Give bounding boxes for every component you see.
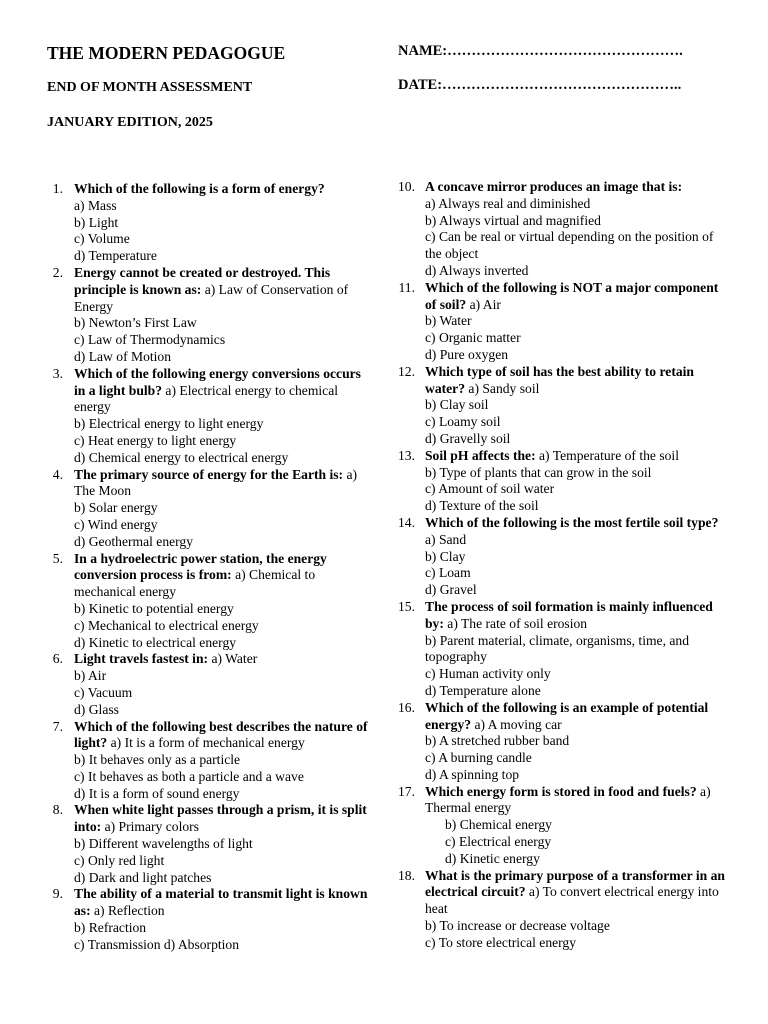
- answer-option: c) Electrical energy: [445, 834, 552, 850]
- question-number: 8.: [52, 802, 63, 818]
- answer-option: b) Clay: [425, 548, 466, 564]
- answer-option: c) Law of Thermodynamics: [74, 332, 226, 348]
- question-item: [45, 651, 375, 718]
- answer-option: c) Vacuum: [74, 684, 133, 700]
- question-number: 1.: [52, 181, 63, 196]
- question-stem: Which energy form is stored in food and fuels?: [425, 783, 697, 799]
- date-field: DATE:…………………………………………..: [398, 77, 682, 93]
- question-stem: Soil pH affects the:: [425, 447, 536, 463]
- question-stem-line: [425, 515, 726, 549]
- answer-option: b) Always virtual and magnified: [425, 212, 601, 228]
- question-item: [45, 886, 375, 953]
- question-list-left: [45, 181, 375, 954]
- answer-option: c) Only red light: [74, 852, 165, 868]
- question-stem: Energy cannot be created or destroyed. This principle is known as:: [74, 264, 331, 297]
- answer-option: a) Mass: [74, 197, 117, 213]
- answer-option: c) Heat energy to light energy: [74, 432, 237, 448]
- answer-option: c) A burning candle: [425, 750, 532, 766]
- answer-option: c) Organic matter: [425, 330, 521, 346]
- question-stem-line: [425, 599, 726, 633]
- answer-option-a: a) It is a form of mechanical energy: [107, 735, 305, 751]
- question-number: 9.: [52, 886, 63, 902]
- answer-option-a: a) Chemical to mechanical energy: [74, 567, 316, 600]
- answer-option: b) Water: [425, 313, 472, 329]
- answer-option: d) Glass: [74, 701, 119, 717]
- question-stem-line: [425, 179, 726, 196]
- answer-option: b) Chemical energy: [445, 817, 552, 833]
- question-stem: Light travels fastest in:: [74, 651, 209, 667]
- answer-option: c) It behaves as both a particle and a wave: [74, 768, 304, 784]
- answer-option: c) Mechanical to electrical energy: [74, 617, 259, 633]
- question-stem-line: [425, 868, 726, 918]
- question-number: 3.: [52, 365, 63, 381]
- answer-option-a: a) Water: [208, 651, 258, 667]
- question-stem-line: [425, 700, 726, 734]
- question-item: [45, 366, 375, 467]
- question-stem-line: [74, 886, 375, 920]
- question-item: [45, 719, 375, 803]
- answer-option: d) Law of Motion: [74, 348, 172, 364]
- answer-option: d) Gravel: [425, 582, 477, 598]
- answer-option: c) Transmission d) Absorption: [74, 936, 240, 952]
- question-stem-line: [425, 448, 726, 465]
- question-number: 16.: [398, 699, 415, 715]
- answer-option-a: a) Law of Conservation of Energy: [74, 281, 349, 314]
- answer-option: d) Geothermal energy: [74, 533, 194, 549]
- question-stem-line: [425, 364, 726, 398]
- answer-option: c) Volume: [74, 231, 130, 247]
- answer-option: d) Gravelly soil: [425, 430, 511, 446]
- question-stem: When white light passes through a prism, it is split into:: [74, 802, 367, 835]
- question-number: 4.: [52, 466, 63, 482]
- answer-option: b) Newton’s First Law: [74, 315, 197, 331]
- question-stem: Which of the following is a form of energy?: [74, 181, 325, 196]
- question-stem: Which type of soil has the best ability to retain water?: [425, 363, 694, 396]
- question-list-right: [396, 179, 726, 952]
- question-number: 11.: [398, 279, 415, 295]
- answer-option: c) Can be real or virtual depending on the position of the object: [425, 229, 714, 262]
- answer-option: c) Wind energy: [74, 516, 158, 532]
- question-stem-line: [425, 280, 726, 314]
- question-stem-line: [74, 467, 375, 501]
- answer-option: b) To increase or decrease voltage: [425, 918, 610, 934]
- name-field: NAME:………………………………………….: [398, 43, 683, 59]
- question-stem: Which of the following is an example of potential energy?: [425, 699, 709, 732]
- answer-option: c) Amount of soil water: [425, 481, 555, 497]
- answer-option: c) Human activity only: [425, 666, 551, 682]
- answer-option: b) Light: [74, 214, 119, 230]
- answer-option: d) Pure oxygen: [425, 346, 509, 362]
- question-item: [45, 181, 375, 265]
- question-item: [396, 448, 726, 515]
- question-item: [396, 599, 726, 700]
- answer-option: b) Clay soil: [425, 397, 489, 413]
- answer-option: b) Different wavelengths of light: [74, 836, 253, 852]
- question-stem: What is the primary purpose of a transformer in an electrical circuit?: [425, 867, 725, 900]
- answer-option: b) Refraction: [74, 920, 147, 936]
- answer-option: d) It is a form of sound energy: [74, 785, 240, 801]
- question-item: [396, 868, 726, 952]
- question-item: [396, 280, 726, 364]
- answer-option-a: a) Temperature of the soil: [535, 447, 679, 463]
- question-item: [45, 802, 375, 886]
- answer-option-a: a) Sandy soil: [465, 380, 540, 396]
- answer-option-a: a) Thermal energy: [425, 783, 711, 816]
- question-stem-line: [74, 651, 375, 668]
- question-item: [45, 467, 375, 551]
- right-column: [396, 179, 726, 952]
- question-item: [396, 179, 726, 280]
- question-number: 6.: [52, 651, 63, 667]
- answer-option: d) Always inverted: [425, 262, 529, 278]
- assessment-subtitle: END OF MONTH ASSESSMENT: [47, 80, 253, 95]
- question-item: [45, 265, 375, 366]
- question-number: 10.: [398, 179, 415, 194]
- question-stem-line: [74, 719, 375, 753]
- question-number: 5.: [52, 550, 63, 566]
- question-stem-line: [425, 784, 726, 818]
- question-number: 17.: [398, 783, 415, 799]
- answer-option: b) Type of plants that can grow in the soil: [425, 464, 652, 480]
- answer-option-a: a) The Moon: [74, 466, 358, 499]
- question-item: [396, 364, 726, 448]
- question-stem: In a hydroelectric power station, the energy conversion process is from:: [74, 550, 327, 583]
- answer-option-a: a) To convert electrical energy into heat: [425, 884, 719, 917]
- answer-option: d) Kinetic to electrical energy: [74, 634, 237, 650]
- answer-option: b) Kinetic to potential energy: [74, 600, 234, 616]
- question-number: 14.: [398, 514, 415, 530]
- answer-option: b) Electrical energy to light energy: [74, 416, 264, 432]
- question-stem: The primary source of energy for the Earth is:: [74, 466, 344, 482]
- question-number: 2.: [52, 264, 63, 280]
- left-column: [45, 181, 375, 954]
- answer-option-a: a) Sand: [425, 531, 467, 547]
- answer-option-a: a) A moving car: [471, 716, 562, 732]
- answer-option: b) Solar energy: [74, 500, 158, 516]
- question-stem: Which of the following best describes the nature of light?: [74, 718, 368, 751]
- question-stem-line: [74, 366, 375, 416]
- question-number: 7.: [52, 718, 63, 734]
- answer-option: d) Chemical energy to electrical energy: [74, 449, 289, 465]
- question-number: 13.: [398, 447, 415, 463]
- question-stem-line: [74, 181, 375, 198]
- answer-option: d) Texture of the soil: [425, 498, 539, 514]
- answer-option: d) A spinning top: [425, 766, 520, 782]
- edition-label: JANUARY EDITION, 2025: [47, 115, 213, 130]
- question-number: 12.: [398, 363, 415, 379]
- question-stem: Which of the following is NOT a major component of soil?: [425, 279, 719, 312]
- question-item: [45, 551, 375, 652]
- question-item: [396, 515, 726, 599]
- document-title: THE MODERN PEDAGOGUE: [47, 43, 286, 63]
- question-stem: Which of the following energy conversions occurs in a light bulb?: [74, 365, 361, 398]
- answer-option: c) Loamy soil: [425, 414, 501, 430]
- answer-option-a: a) Reflection: [90, 903, 165, 919]
- question-item: [396, 700, 726, 784]
- question-item: [396, 784, 726, 868]
- answer-option: c) Loam: [425, 565, 471, 581]
- answer-option: b) Air: [74, 668, 107, 684]
- answer-option: a) Always real and diminished: [425, 195, 591, 211]
- question-stem-line: [74, 265, 375, 315]
- question-stem-line: [74, 802, 375, 836]
- question-number: 15.: [398, 598, 415, 614]
- answer-option-a: a) Electrical energy to chemical energy: [74, 382, 339, 415]
- question-number: 18.: [398, 867, 415, 883]
- question-stem: A concave mirror produces an image that is:: [425, 179, 683, 194]
- answer-option-a: a) Air: [466, 296, 501, 312]
- answer-option-a: a) The rate of soil erosion: [443, 615, 588, 631]
- question-stem: The process of soil formation is mainly influenced by:: [425, 598, 713, 631]
- question-stem: Which of the following is the most fertile soil type?: [425, 514, 719, 530]
- answer-option: b) A stretched rubber band: [425, 733, 570, 749]
- answer-option: d) Dark and light patches: [74, 869, 212, 885]
- answer-option: d) Temperature alone: [425, 682, 541, 698]
- answer-option-a: a) Primary colors: [101, 819, 199, 835]
- answer-option: d) Kinetic energy: [445, 850, 540, 866]
- question-stem-line: [74, 551, 375, 601]
- answer-option: d) Temperature: [74, 248, 157, 264]
- question-stem: The ability of a material to transmit light is known as:: [74, 886, 368, 919]
- answer-option: b) It behaves only as a particle: [74, 752, 241, 768]
- answer-option: c) To store electrical energy: [425, 934, 577, 950]
- answer-option: b) Parent material, climate, organisms, time, and topography: [425, 632, 689, 665]
